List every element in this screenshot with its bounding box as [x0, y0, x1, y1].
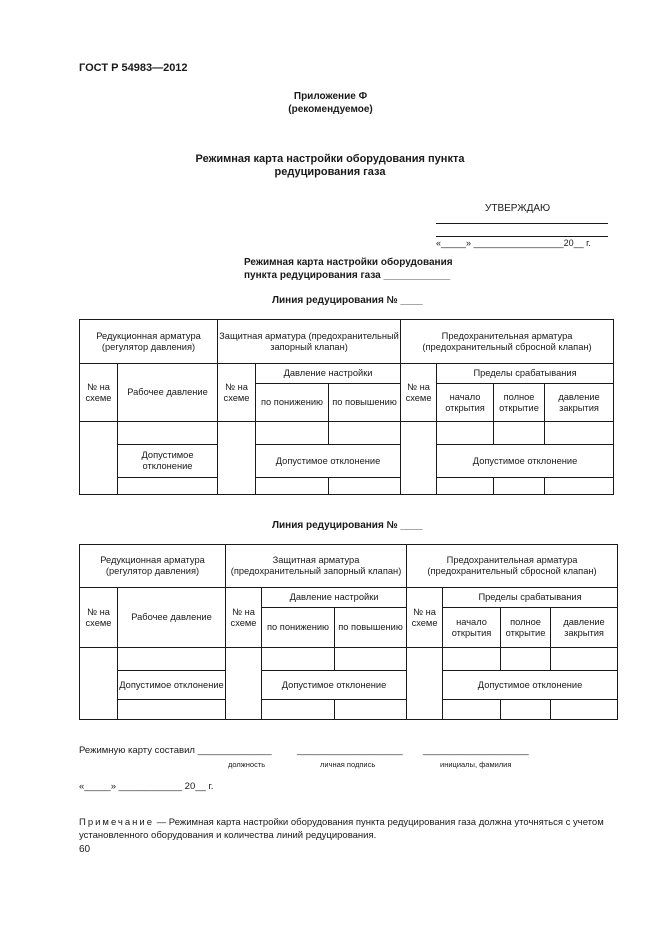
form-subtitle-line2: пункта редуцирования газа ____________	[244, 270, 451, 281]
name-line: ____________________	[423, 745, 529, 756]
header-on-decrease: по понижению	[262, 608, 335, 648]
table-cell	[501, 648, 551, 671]
header-setting-pressure: Давление настройки	[262, 588, 407, 608]
table-cell	[118, 478, 218, 495]
settings-table-1	[79, 319, 614, 495]
document-title	[180, 153, 480, 179]
signature-caption: личная подпись	[320, 760, 376, 769]
table-cell	[551, 700, 618, 720]
table-cell	[443, 648, 501, 671]
standard-code: ГОСТ Р 54983—2012	[79, 62, 188, 74]
header-scheme-no: № на схеме	[80, 364, 118, 422]
deviation-label: Допустимое отклонение	[262, 671, 407, 700]
table-cell	[494, 422, 545, 445]
header-scheme-no: № на схеме	[218, 364, 256, 422]
line-title-2: Линия редуцирования № ____	[272, 520, 423, 531]
form-subtitle-line1: Режимная карта настройки оборудования	[244, 257, 453, 268]
header-trip-limits: Пределы срабатывания	[443, 588, 618, 608]
table-cell	[437, 422, 494, 445]
approval-name-line	[436, 236, 608, 237]
composed-by: Режимную карту составил ______________	[79, 745, 272, 756]
header-relief: Предохранительная арматура (предохранительный сбросной клапан)	[401, 320, 614, 364]
table-cell	[545, 478, 614, 495]
deviation-label: Допустимое отклонение	[437, 445, 614, 478]
header-full-open: полное открытие	[501, 608, 551, 648]
table-cell	[256, 478, 329, 495]
header-protective: Защитная арматура (предохранительный запорный клапан)	[218, 320, 401, 364]
header-reducing: Редукционная арматура (регулятор давления)	[80, 545, 226, 588]
header-working-pressure: Рабочее давление	[118, 588, 226, 648]
header-scheme-no: № на схеме	[407, 588, 443, 648]
table-cell	[494, 478, 545, 495]
table-cell	[443, 700, 501, 720]
table-cell	[407, 648, 443, 720]
table-cell	[80, 648, 118, 720]
header-working-pressure: Рабочее давление	[118, 364, 218, 422]
header-setting-pressure: Давление настройки	[256, 364, 401, 384]
header-closing-pressure: давление закрытия	[551, 608, 618, 648]
table-cell	[118, 648, 226, 671]
form-subtitle	[244, 256, 453, 282]
note-label: Примечание	[79, 817, 154, 828]
approval-signature-line	[436, 223, 608, 224]
header-start-open: начало открытия	[437, 384, 494, 422]
header-scheme-no: № на схеме	[226, 588, 262, 648]
approval-label: УТВЕРЖДАЮ	[485, 203, 551, 214]
name-caption: инициалы, фамилия	[440, 760, 512, 769]
deviation-label: Допустимое отклонение	[443, 671, 618, 700]
header-scheme-no: № на схеме	[401, 364, 437, 422]
table-cell	[545, 422, 614, 445]
table-cell	[218, 422, 256, 495]
header-protective: Защитная арматура (предохранительный запорный клапан)	[226, 545, 407, 588]
header-full-open: полное открытие	[494, 384, 545, 422]
page-number: 60	[79, 844, 91, 855]
line-title-1: Линия редуцирования № ____	[272, 295, 423, 306]
deviation-label: Допустимое отклонение	[118, 445, 218, 478]
header-closing-pressure: давление закрытия	[545, 384, 614, 422]
header-reducing: Редукционная арматура (регулятор давления)	[80, 320, 218, 364]
table-cell	[401, 422, 437, 495]
table-cell	[256, 422, 329, 445]
approval-date: «_____» __________________20__ г.	[436, 238, 591, 248]
table-cell	[226, 648, 262, 720]
table-cell	[501, 700, 551, 720]
table-cell	[262, 648, 335, 671]
header-relief: Предохранительная арматура (предохранительный сбросной клапан)	[407, 545, 618, 588]
table-cell	[80, 422, 118, 495]
composed-date: «_____» ____________ 20__ г.	[79, 781, 214, 792]
position-caption: должность	[228, 760, 266, 769]
table-cell	[551, 648, 618, 671]
header-on-increase: по повышению	[329, 384, 401, 422]
header-start-open: начало открытия	[443, 608, 501, 648]
header-on-decrease: по понижению	[256, 384, 329, 422]
settings-table-2	[79, 544, 618, 720]
table-cell	[118, 422, 218, 445]
signature-line: ____________________	[297, 745, 403, 756]
note	[79, 816, 619, 842]
appendix-title: Приложение Ф	[293, 91, 368, 102]
table-cell	[262, 700, 335, 720]
table-cell	[335, 648, 407, 671]
document-title-line1: Режимная карта настройки оборудования пункта	[195, 153, 465, 165]
header-trip-limits: Пределы срабатывания	[437, 364, 614, 384]
note-text: — Режимная карта настройки оборудования пункта редуцирования газа должна уточняться с учетом установленного оборудования и количества линий редуцирования.	[79, 817, 604, 841]
header-scheme-no: № на схеме	[80, 588, 118, 648]
table-cell	[335, 700, 407, 720]
header-on-increase: по повышению	[335, 608, 407, 648]
deviation-label: Допустимое отклонение	[256, 445, 401, 478]
table-cell	[437, 478, 494, 495]
appendix-status: (рекомендуемое)	[288, 104, 373, 115]
deviation-label: Допустимое отклонение	[118, 671, 226, 700]
document-title-line2: редуцирования газа	[274, 166, 386, 178]
table-cell	[329, 422, 401, 445]
table-cell	[118, 700, 226, 720]
table-cell	[329, 478, 401, 495]
